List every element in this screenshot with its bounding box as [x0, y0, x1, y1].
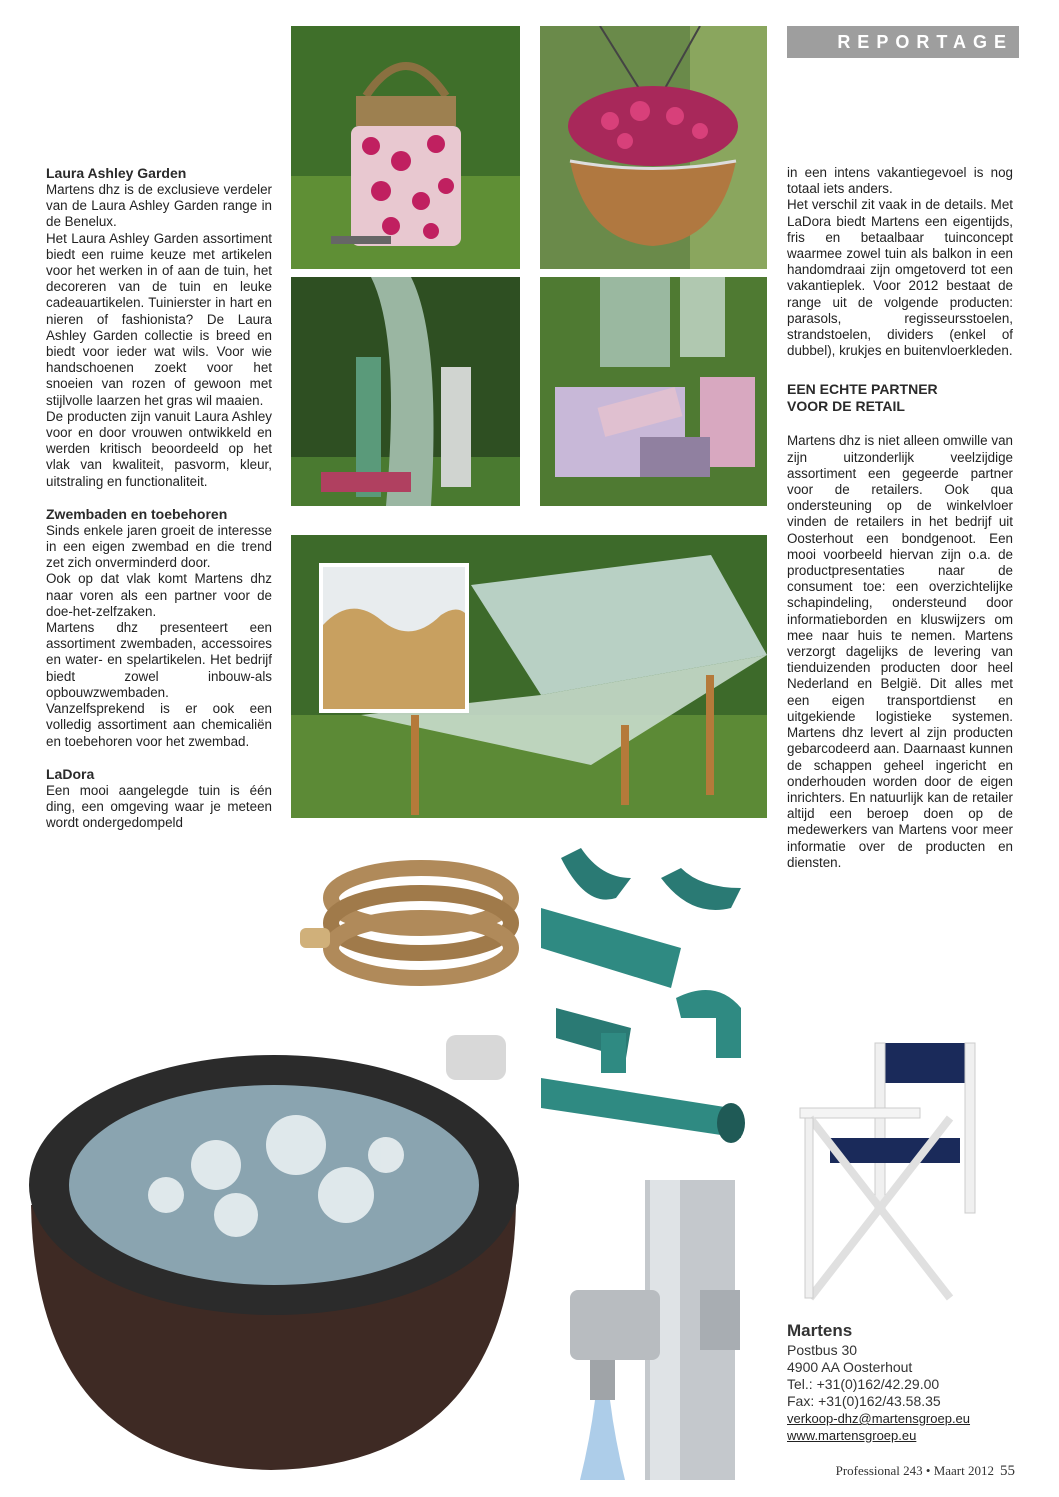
heading-partner-line1: EEN ECHTE PARTNER [787, 381, 938, 398]
heading-zwembaden: Zwembaden en toebehoren [46, 505, 228, 522]
photo-rain-barrel-tap [550, 1180, 750, 1480]
paragraph: Ook op dat vlak komt Martens dhz naar voren als een partner voor de doe-het-zelfzaken. [46, 571, 272, 619]
photo-hanging-basket [540, 26, 767, 269]
paragraph: De producten zijn vanuit Laura Ashley voor en door vrouwen ontwikkeld en werden kritisch beoordeeld op het vlak van kwaliteit, pasvorm, kleur, uitstraling en functionaliteit. [46, 408, 272, 489]
contact-company: Martens [787, 1321, 853, 1340]
page-footer [836, 1463, 1015, 1480]
paragraph: Martens dhz presenteert een assortiment zwembaden, accessoires en water- en spelartikelen. Het bedrijf biedt zowel inbouw-als opbouwzwembaden. [46, 620, 272, 700]
paragraph: in een intens vakantiegevoel is nog totaal iets anders. [787, 165, 1013, 197]
contact-website-link[interactable]: www.martensgroep.eu [787, 1428, 917, 1443]
photo-pergola-roof [291, 535, 767, 818]
heading-laura-ashley: Laura Ashley Garden [46, 165, 187, 181]
photo-garden-accessories [540, 277, 767, 506]
contact-address2: 4900 AA Oosterhout [787, 1359, 913, 1375]
paragraph: Het verschil zit vaak in de details. Met LaDora biedt Martens een eigentijds, fris en betaalbaar tuinconcept waarmee zowel tuin als balkon in een handomdraai zijn omgetoverd tot een vakantieplek. Voor 2012 bestaat de range uit de volgende producten: parasols, regisseursstoelen, strandstoelen, dividers (enkel of dubbel), krukjes en buitenvloerkleden. [787, 197, 1013, 359]
heading-partner-line2: VOOR DE RETAIL [787, 398, 905, 415]
contact-email-link[interactable]: verkoop-dhz@martensgroep.eu [787, 1411, 971, 1426]
photo-directors-chair [790, 1038, 980, 1308]
photo-gutter-parts [541, 838, 767, 1168]
paragraph: Martens dhz is de exclusieve verdeler van de Laura Ashley Garden range in de Benelux. [46, 182, 272, 230]
paragraph: Vanzelfsprekend is er ook een volledig assortiment aan chemicaliën en toebehoren voor het zwembad. [46, 701, 272, 749]
publication-info: Professional 243 • Maart 2012 [835, 1463, 994, 1478]
contact-block [787, 1320, 1027, 1444]
page-number: 55 [1000, 1463, 1015, 1479]
photo-garden-fence [291, 277, 520, 506]
heading-ladora: LaDora [46, 765, 95, 782]
contact-address1: Postbus 30 [787, 1342, 858, 1358]
paragraph: Martens dhz is niet alleen omwille van zijn uitzonderlijk veelzijdige assortiment een gegeerde partner voor de retailers. Ook qua ondersteuning op de winkelvloer vinden de retailers in het bedrijf uit Oosterhout een bondgenoot. Een mooi voorbeeld hiervan zijn o.a. de productpresentaties naar de consument toe: een overzichtelijke schapindeling, ondersteund door informatieborden en kluswijzers om mee naar huis te nemen. Martens verzorgt dagelijks de levering van tienduizenden producten door heel Nederland en België. Dit alles met een eigen transportdienst en uitgekiende logistieke systemen. Martens dhz levert al zijn producten gebarcodeerd aan. Daarnaast kunnen de schappen geheel ingericht en onderhouden worden door de eigen inrichters. En natuurlijk kan de retailer altijd een beroep doen op de medewerkers van Martens voor meer informatie over de producten en diensten. [787, 433, 1013, 870]
photo-drain-hose [296, 848, 521, 988]
paragraph: Het Laura Ashley Garden assortiment biedt een ruime keuze met artikelen voor het werken in of aan de tuin, het decoreren van de tuin en leuke cadeauartikelen. Tuinierster in hart en nieren of fashionista? De Laura Ashley Garden collectie is breed en biedt voor ieder wat wils. Voor wie handschoenen zoekt voor het snoeien van rozen of gewoon met stijlvolle laarzen het gras wil maaien. [46, 230, 272, 408]
photo-garden-bag [291, 26, 520, 269]
paragraph: Een mooi aangelegde tuin is één ding, een omgeving waar je meteen wordt ondergedompeld [46, 782, 272, 831]
left-text-column [46, 165, 272, 831]
right-text-column [787, 165, 1013, 871]
paragraph: Sinds enkele jaren groeit de interesse in een eigen zwembad en die trend zet zich onverminderd door. [46, 522, 272, 571]
section-banner: REPORTAGE [787, 26, 1019, 58]
contact-tel: Tel.: +31(0)162/42.29.00 [787, 1376, 940, 1392]
contact-fax: Fax: +31(0)162/43.58.35 [787, 1393, 941, 1409]
photo-hot-tub [16, 1025, 531, 1480]
